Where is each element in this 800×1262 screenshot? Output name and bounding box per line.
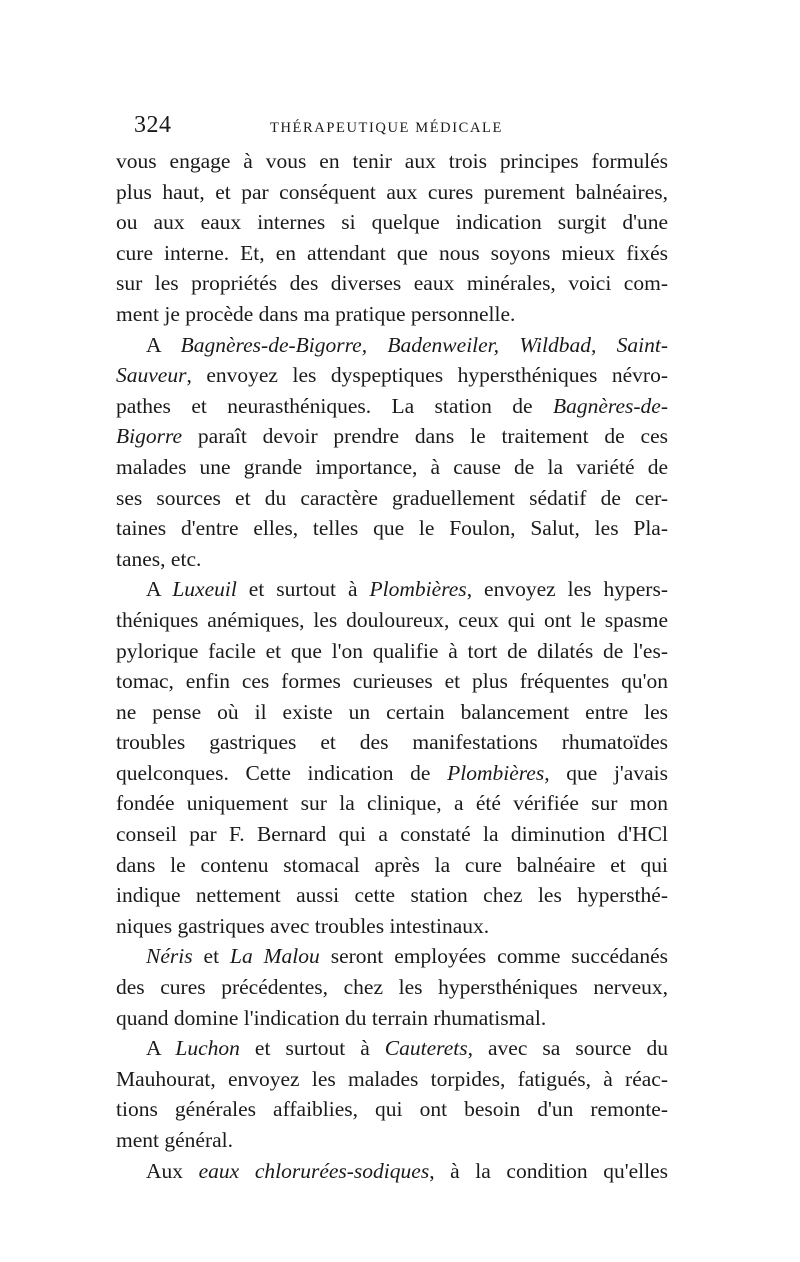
text-line — [116, 788, 668, 819]
italic-text: La Malou — [230, 944, 320, 969]
text-run: sur les propriétés des diverses eaux minérales, voici com- — [116, 271, 668, 296]
text-run: Mauhourat, envoyez les malades torpides, fatigués, à réac- — [116, 1066, 668, 1091]
text-run: des cures précédentes, chez les hypersthéniques nerveux, — [116, 975, 668, 1000]
text-run: taines d'entre elles, telles que le Foulon, Salut, les Pla- — [116, 516, 668, 541]
text-run: fondée uniquement sur la clinique, a été vérifiée sur mon — [116, 791, 668, 816]
italic-text: Sauveur — [116, 363, 187, 388]
text-line — [116, 758, 668, 789]
text-line — [116, 360, 668, 391]
text-run: théniques anémiques, les douloureux, ceux qui ont le spasme — [116, 607, 668, 632]
italic-text: Luxeuil — [172, 577, 237, 602]
text-line — [116, 636, 668, 667]
text-run: conseil par F. Bernard qui a constaté la diminution d'HCl — [116, 822, 668, 847]
text-run: Aux — [146, 1158, 199, 1183]
text-line — [116, 1094, 668, 1125]
text-line — [116, 483, 668, 514]
text-run: quelconques. Cette indication de — [116, 760, 448, 785]
body-text — [116, 146, 668, 1186]
text-run: quand domine l'indication du terrain rhumatismal. — [116, 1005, 547, 1030]
italic-text: Néris — [146, 944, 193, 969]
text-run: ses sources et du caractère graduellement sédatif de cer- — [116, 485, 668, 510]
italic-text: Plombières — [447, 760, 545, 785]
italic-text: Plombières — [369, 577, 467, 602]
text-run: et surtout à — [236, 577, 370, 602]
text-run: pathes et neurasthéniques. La station de — [116, 393, 553, 418]
running-head — [134, 112, 668, 142]
text-run: tions générales affaiblies, qui ont besoin d'un remonte- — [116, 1097, 668, 1122]
text-run: indique nettement aussi cette station chez les hypersthé- — [116, 883, 668, 908]
text-run: A — [146, 1036, 176, 1061]
text-line — [116, 880, 668, 911]
text-run: dans le contenu stomacal après la cure balnéaire et qui — [116, 852, 668, 877]
text-run: ou aux eaux internes si quelque indication surgit d'une — [116, 210, 668, 235]
text-run: A — [146, 332, 181, 357]
text-run: ment général. — [116, 1128, 234, 1152]
text-line — [116, 421, 668, 452]
text-line — [116, 513, 668, 544]
text-run: malades une grande importance, à cause de la variété de — [116, 454, 668, 479]
text-line — [116, 911, 668, 942]
text-run: niques gastriques avec troubles intestinaux. — [116, 913, 490, 938]
text-run: plus haut, et par conséquent aux cures purement balnéaires, — [116, 179, 668, 204]
text-line — [116, 666, 668, 697]
text-run: et surtout à — [239, 1036, 385, 1061]
running-title: THÉRAPEUTIQUE MÉDICALE — [270, 120, 503, 136]
text-line — [116, 574, 668, 605]
text-line — [116, 146, 668, 177]
text-line — [116, 391, 668, 422]
text-line — [116, 330, 668, 361]
text-line — [116, 850, 668, 881]
text-line — [116, 1064, 668, 1095]
page-number: 324 — [134, 112, 172, 138]
text-line — [116, 697, 668, 728]
text-run: A — [146, 577, 173, 602]
text-line — [116, 1156, 668, 1187]
italic-text: Bigorre — [116, 424, 183, 449]
text-run: , envoyez les dyspeptiques hypersthéniques névro- — [186, 363, 668, 388]
text-line — [116, 207, 668, 238]
text-run: troubles gastriques et des manifestations rhumatoïdes — [116, 730, 668, 755]
text-line — [116, 819, 668, 850]
text-run: et — [192, 944, 230, 969]
text-run: , à la condition qu'elles — [429, 1158, 669, 1183]
text-line — [116, 727, 668, 758]
text-run: paraît devoir prendre dans le traitement de ces — [182, 424, 668, 449]
text-line — [116, 972, 668, 1003]
italic-text: Bagnères-de-Bigorre, Badenweiler, Wildbad, Saint- — [180, 332, 668, 357]
text-run: ne pense où il existe un certain balancement entre les — [116, 699, 668, 724]
text-line — [116, 1033, 668, 1064]
text-run: tanes, etc. — [116, 546, 202, 571]
text-run: , avec sa source du — [467, 1036, 668, 1061]
text-line — [116, 452, 668, 483]
text-line — [116, 1125, 668, 1156]
text-line — [116, 544, 668, 575]
text-run: cure interne. Et, en attendant que nous soyons mieux fixés — [116, 240, 668, 265]
text-run: , que j'avais — [544, 760, 668, 785]
italic-text: Cauterets — [384, 1036, 468, 1061]
text-line — [116, 1003, 668, 1034]
text-run: tomac, enfin ces formes curieuses et plus fréquentes qu'on — [116, 669, 668, 694]
text-run: , envoyez les hypers- — [466, 577, 668, 602]
text-line — [116, 238, 668, 269]
italic-text: eaux chlorurées-sodiques — [198, 1158, 430, 1183]
text-run: pylorique facile et que l'on qualifie à tort de dilatés de l'es- — [116, 638, 668, 663]
text-run: vous engage à vous en tenir aux trois principes formulés — [116, 149, 668, 173]
text-line — [116, 177, 668, 208]
text-line — [116, 268, 668, 299]
italic-text: Bagnères-de- — [552, 393, 668, 418]
text-line — [116, 941, 668, 972]
text-run: ment je procède dans ma pratique personnelle. — [116, 301, 516, 326]
text-line — [116, 299, 668, 330]
text-line — [116, 605, 668, 636]
text-run: seront employées comme succédanés — [319, 944, 668, 969]
italic-text: Luchon — [175, 1036, 240, 1061]
